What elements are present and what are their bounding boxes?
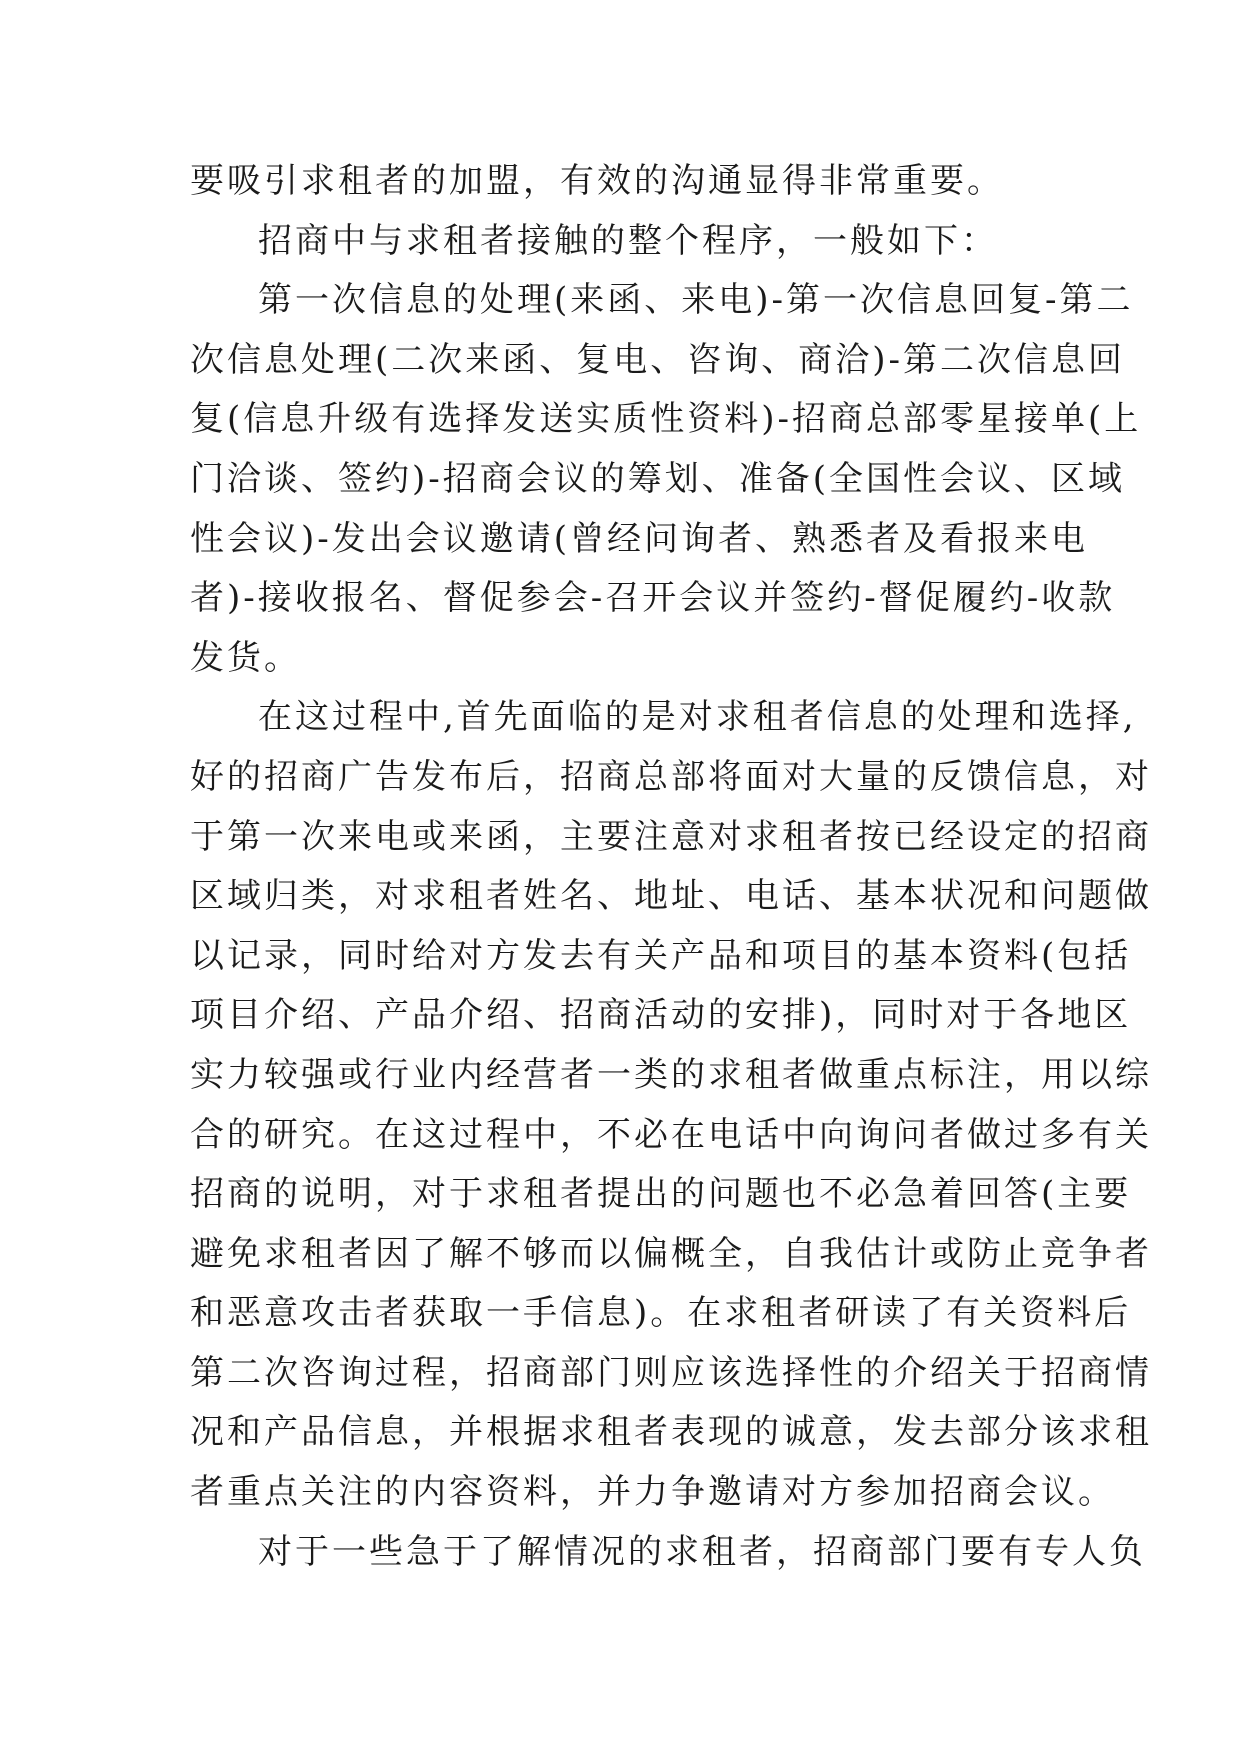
text-line: 况和产品信息，并根据求租者表现的诚意，发去部分该求租 (190, 1412, 1152, 1453)
text-line: 门洽谈、签约)-招商会议的筹划、准备(全国性会议、区域 (190, 458, 1126, 499)
text-line: 于第一次来电或来函，主要注意对求租者按已经设定的招商 (190, 816, 1152, 857)
text-line: 第二次咨询过程，招商部门则应该选择性的介绍关于招商情 (190, 1352, 1152, 1393)
body-text (190, 152, 1152, 1582)
text-line: 对于一些急于了解情况的求租者，招商部门要有专人负 (258, 1531, 1146, 1572)
text-line: 性会议)-发出会议邀请(曾经问询者、熟悉者及看报来电 (190, 518, 1089, 559)
text-line: 第一次信息的处理(来函、来电)-第一次信息回复-第二 (258, 280, 1134, 321)
text-line: 者)-接收报名、督促参会-召开会议并签约-督促履约-收款 (190, 578, 1116, 619)
text-line: 实力较强或行业内经营者一类的求租者做重点标注，用以综 (190, 1054, 1152, 1095)
text-line: 要吸引求租者的加盟，有效的沟通显得非常重要。 (190, 161, 1004, 201)
text-line: 区域归类，对求租者姓名、地址、电话、基本状况和问题做 (190, 876, 1152, 917)
text-line: 在这过程中,首先面临的是对求租者信息的处理和选择, (258, 697, 1137, 738)
text-line: 者重点关注的内容资料，并力争邀请对方参加招商会议。 (190, 1472, 1115, 1513)
text-line: 项目介绍、产品介绍、招商活动的安排)，同时对于各地区 (190, 995, 1132, 1036)
text-line: 合的研究。在这过程中，不必在电话中向询问者做过多有关 (190, 1114, 1152, 1155)
text-line: 好的招商广告发布后，招商总部将面对大量的反馈信息，对 (190, 756, 1152, 797)
text-line: 以记录，同时给对方发去有关产品和项目的基本资料(包括 (190, 935, 1132, 976)
text-line: 避免求租者因了解不够而以偏概全，自我估计或防止竞争者 (190, 1233, 1152, 1274)
text-line: 发货。 (190, 637, 301, 678)
text-line: 招商中与求租者接触的整个程序，一般如下： (258, 220, 998, 261)
text-line: 次信息处理(二次来函、复电、咨询、商洽)-第二次信息回 (190, 339, 1126, 380)
text-line: 复(信息升级有选择发送实质性资料)-招商总部零星接单(上 (190, 399, 1142, 440)
text-line: 和恶意攻击者获取一手信息)。在求租者研读了有关资料后 (190, 1293, 1132, 1334)
text-line: 招商的说明，对于求租者提出的问题也不必急着回答(主要 (190, 1174, 1132, 1215)
